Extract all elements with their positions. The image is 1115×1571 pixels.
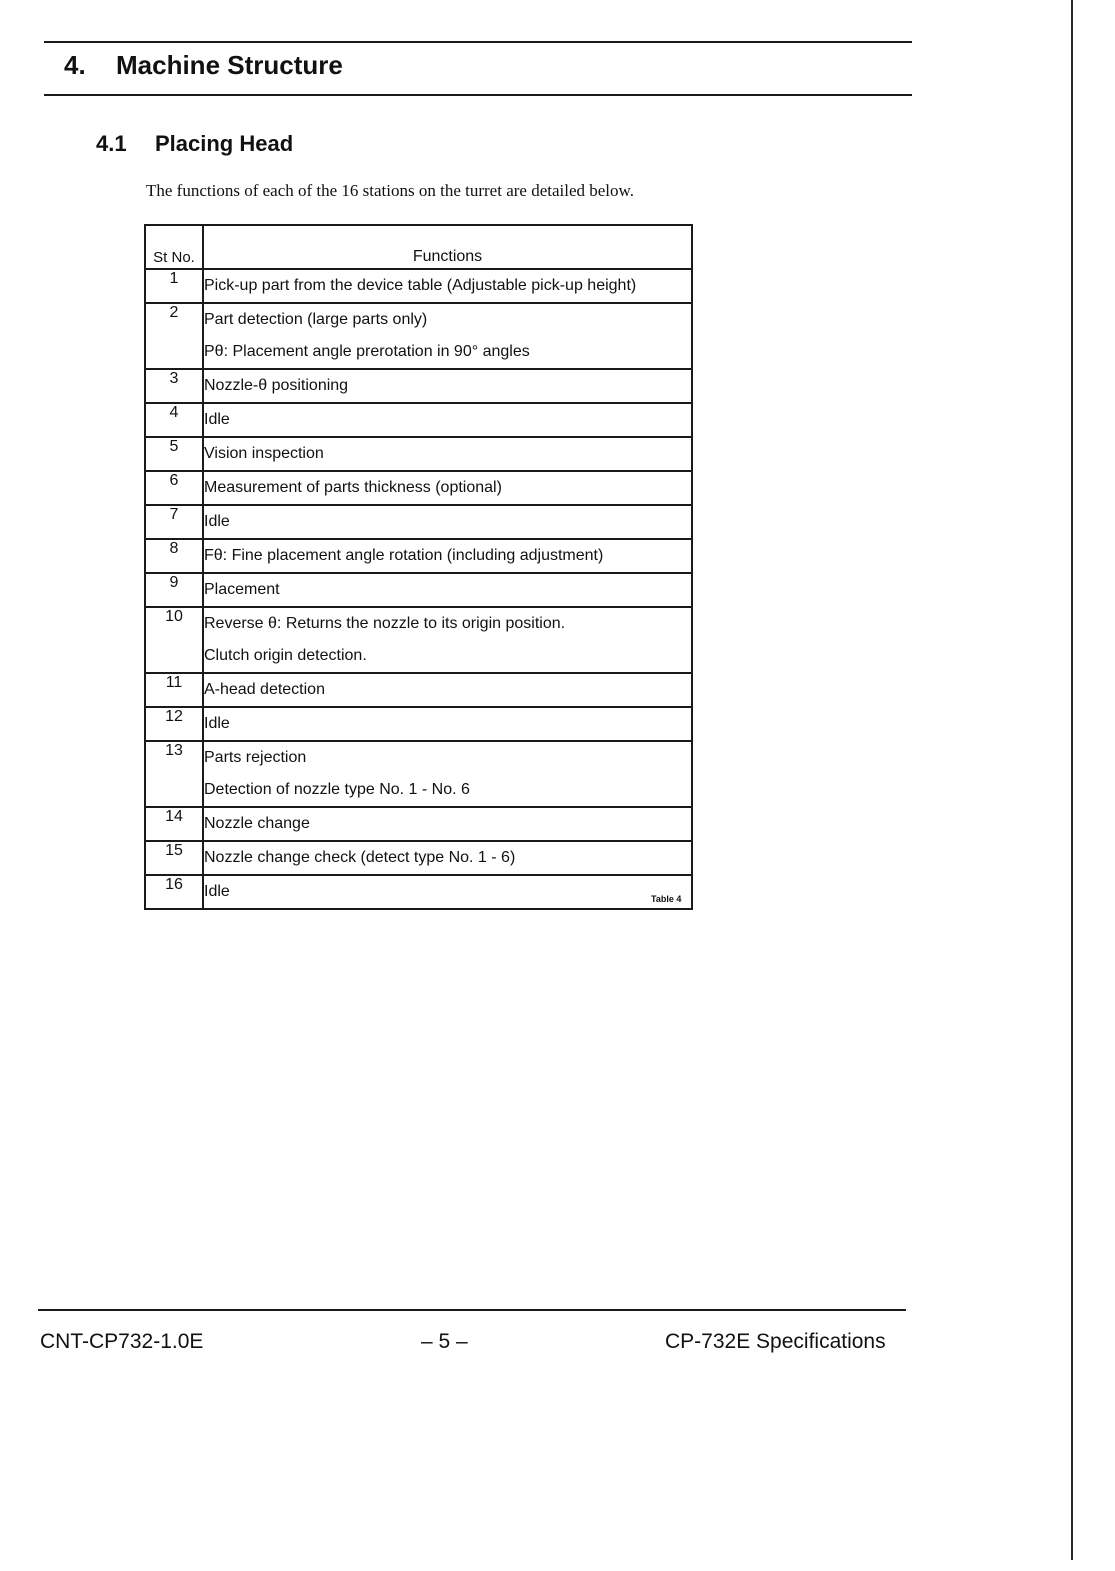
station-number: 11: [145, 673, 203, 707]
function-line: Pick-up part from the device table (Adjustable pick-up height): [204, 277, 637, 294]
station-number: 9: [145, 573, 203, 607]
header-st-no: St No.: [145, 225, 203, 269]
header-rule-top: [44, 41, 912, 43]
station-number: 1: [145, 269, 203, 303]
table-row: [145, 607, 692, 673]
station-number: 5: [145, 437, 203, 471]
station-function: [203, 673, 692, 707]
function-line: Placement: [204, 581, 280, 598]
function-line: Nozzle change: [204, 815, 310, 832]
table-row: [145, 303, 692, 369]
table-header-row: [145, 225, 692, 269]
function-line: A-head detection: [204, 681, 325, 698]
section-number: 4.: [64, 50, 86, 80]
station-function: [203, 437, 692, 471]
table-row: [145, 437, 692, 471]
table-row: [145, 573, 692, 607]
station-function: [203, 539, 692, 573]
table-row: [145, 471, 692, 505]
station-function: [203, 303, 692, 369]
function-line: Detection of nozzle type No. 1 - No. 6: [204, 781, 470, 798]
station-number: 7: [145, 505, 203, 539]
table-row: [145, 539, 692, 573]
table-row: [145, 369, 692, 403]
subsection-title: Placing Head: [155, 131, 294, 156]
intro-paragraph: The functions of each of the 16 stations on the turret are detailed below.: [146, 181, 634, 200]
table-row: [145, 269, 692, 303]
station-number: 2: [145, 303, 203, 369]
station-function: [203, 875, 692, 909]
function-line: Part detection (large parts only): [204, 311, 428, 328]
function-line: Idle: [204, 883, 230, 900]
station-function: [203, 471, 692, 505]
function-line: Clutch origin detection.: [204, 647, 367, 664]
table-caption: Table 4: [651, 894, 682, 904]
function-line: Idle: [204, 513, 230, 530]
function-line: Idle: [204, 715, 230, 732]
station-number: 10: [145, 607, 203, 673]
table-row: [145, 875, 692, 909]
station-number: 3: [145, 369, 203, 403]
table-row: [145, 741, 692, 807]
station-function: [203, 707, 692, 741]
station-function: [203, 807, 692, 841]
station-function: [203, 403, 692, 437]
station-number: 13: [145, 741, 203, 807]
station-number: 16: [145, 875, 203, 909]
station-number: 6: [145, 471, 203, 505]
footer-page-number: – 5 –: [421, 1330, 468, 1353]
table-body: [145, 269, 692, 909]
header-rule-bottom: [44, 94, 912, 96]
footer-doc-id: CNT-CP732-1.0E: [40, 1330, 204, 1353]
station-function: [203, 505, 692, 539]
function-line: Measurement of parts thickness (optional): [204, 479, 502, 496]
station-function: [203, 573, 692, 607]
function-line: Idle: [204, 411, 230, 428]
function-line: Fθ: Fine placement angle rotation (including adjustment): [204, 547, 604, 564]
footer-doc-title: CP-732E Specifications: [665, 1330, 886, 1353]
station-functions-table: [144, 224, 693, 910]
station-function: [203, 369, 692, 403]
station-number: 14: [145, 807, 203, 841]
table-row: [145, 403, 692, 437]
section-title: Machine Structure: [116, 50, 343, 80]
function-line: Pθ: Placement angle prerotation in 90° angles: [204, 343, 530, 360]
station-function: [203, 607, 692, 673]
function-line: Nozzle change check (detect type No. 1 - 6): [204, 849, 516, 866]
function-line: Nozzle-θ positioning: [204, 377, 349, 394]
function-line: Vision inspection: [204, 445, 324, 462]
table-row: [145, 707, 692, 741]
subsection-number: 4.1: [96, 131, 127, 156]
table-row: [145, 841, 692, 875]
table-row: [145, 673, 692, 707]
header-functions: Functions: [203, 225, 692, 269]
station-function: [203, 841, 692, 875]
table-row: [145, 505, 692, 539]
station-number: 12: [145, 707, 203, 741]
station-number: 8: [145, 539, 203, 573]
function-line: Parts rejection: [204, 749, 307, 766]
station-number: 4: [145, 403, 203, 437]
table-row: [145, 807, 692, 841]
function-line: Reverse θ: Returns the nozzle to its origin position.: [204, 615, 566, 632]
page-edge-line: [1071, 0, 1073, 1560]
station-function: [203, 741, 692, 807]
station-number: 15: [145, 841, 203, 875]
footer-rule: [38, 1309, 906, 1311]
station-function: [203, 269, 692, 303]
